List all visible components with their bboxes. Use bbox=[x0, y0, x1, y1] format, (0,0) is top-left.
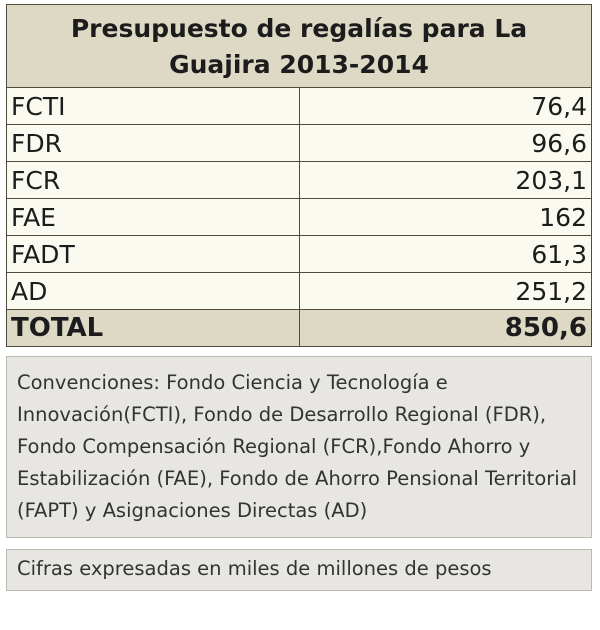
row-label: FCR bbox=[7, 162, 300, 199]
row-value: 61,3 bbox=[299, 236, 592, 273]
row-label: FAE bbox=[7, 199, 300, 236]
row-value: 162 bbox=[299, 199, 592, 236]
row-value: 96,6 bbox=[299, 125, 592, 162]
units-note: Cifras expresadas en miles de millones de pesos bbox=[6, 549, 592, 591]
budget-table bbox=[6, 4, 592, 347]
total-row bbox=[7, 310, 592, 347]
total-label: TOTAL bbox=[7, 310, 300, 347]
table-row bbox=[7, 199, 592, 236]
row-value: 203,1 bbox=[299, 162, 592, 199]
row-value: 76,4 bbox=[299, 88, 592, 125]
conventions-note: Convenciones: Fondo Ciencia y Tecnología e Innovación(FCTI), Fondo de Desarrollo Regional (FDR), Fondo Compensación Regional (FCR),Fondo Ahorro y Estabilización (FAE), Fondo de Ahorro Pensional Territorial (FAPT) y Asignaciones Directas (AD) bbox=[6, 356, 592, 538]
table-title: Presupuesto de regalías para La Guajira 2013-2014 bbox=[7, 5, 592, 88]
table-title-row bbox=[7, 5, 592, 88]
table-row bbox=[7, 162, 592, 199]
row-label: AD bbox=[7, 273, 300, 310]
row-label: FDR bbox=[7, 125, 300, 162]
table-row bbox=[7, 88, 592, 125]
table-row bbox=[7, 236, 592, 273]
table-row bbox=[7, 273, 592, 310]
total-value: 850,6 bbox=[299, 310, 592, 347]
table-row bbox=[7, 125, 592, 162]
budget-figure bbox=[6, 4, 592, 591]
row-value: 251,2 bbox=[299, 273, 592, 310]
row-label: FADT bbox=[7, 236, 300, 273]
row-label: FCTI bbox=[7, 88, 300, 125]
